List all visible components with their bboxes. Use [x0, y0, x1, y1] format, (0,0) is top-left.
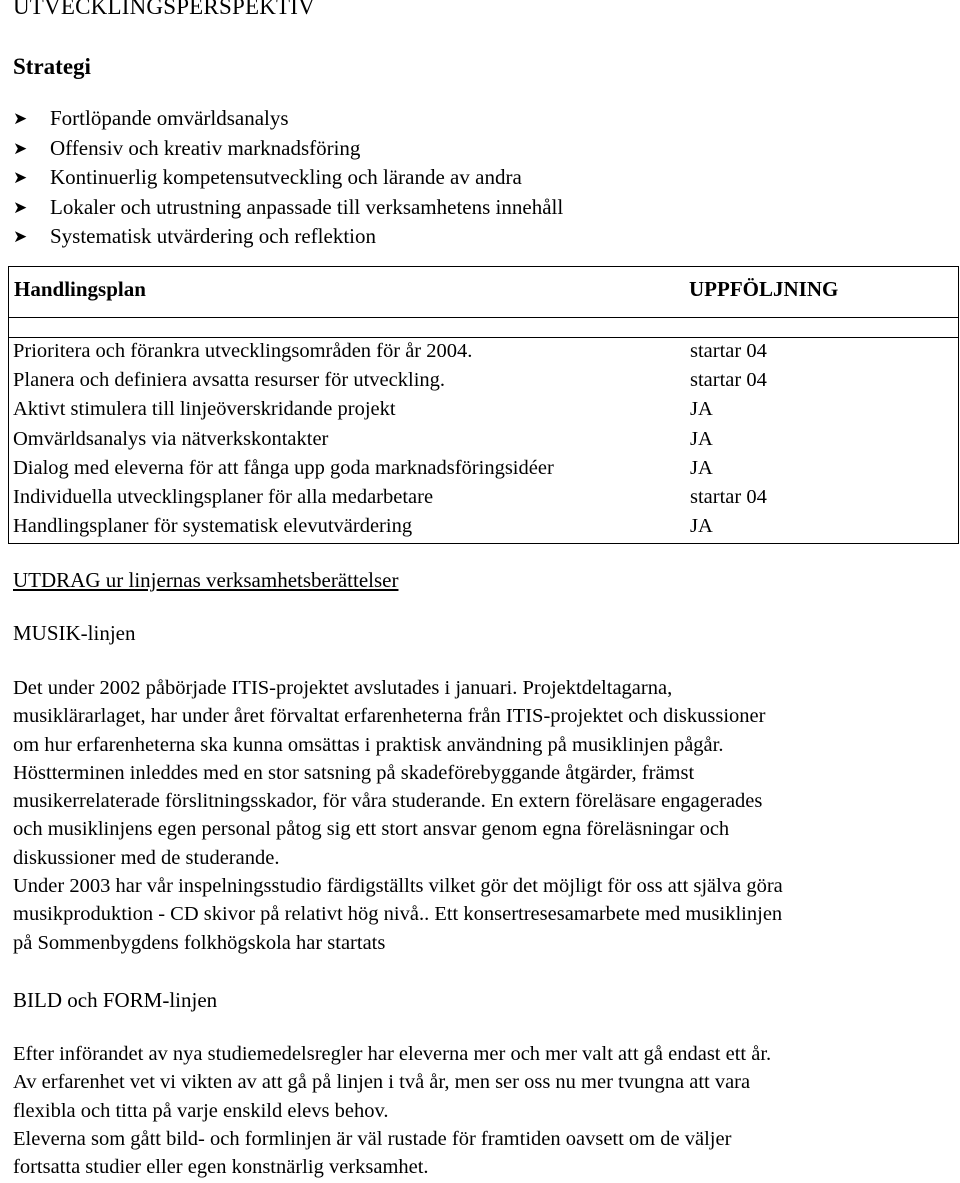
text-line: Eleverna som gått bild- och formlinjen är väl rustade för framtiden oavsett om de väljer — [13, 1127, 732, 1150]
plan-header: Handlingsplan — [14, 277, 146, 301]
strategy-list — [13, 104, 563, 252]
task-cell: Dialog med eleverna för att fånga upp goda marknadsföringsidéer — [13, 456, 554, 479]
page-title: UTVECKLINGSPERSPEKTIV — [13, 0, 315, 19]
text-line: Det under 2002 påbörjade ITIS-projektet avslutades i januari. Projektdeltagarna, — [13, 677, 673, 699]
strategy-item — [13, 134, 563, 164]
text-line: musiklärarlaget, har under året förvaltat erfarenheterna från ITIS-projektet och diskussioner — [13, 705, 766, 728]
text-line: Under 2003 har vår inspelningsstudio färdigställts vilket gör det möjligt för oss att själva göra — [13, 875, 783, 898]
text-line: Av erfarenhet vet vi vikten av att gå på linjen i två år, men ser oss nu mer tvungna att vara — [13, 1071, 751, 1094]
art-section-heading: BILD och FORM-linjen — [13, 988, 218, 1012]
table-row — [9, 456, 958, 485]
action-plan-table — [8, 266, 959, 544]
strategy-item — [13, 222, 563, 252]
text-line: musikproduktion - CD skivor på relativt hög nivå.. Ett konsertresesamarbete med musiklinjen — [13, 903, 783, 926]
task-cell: Omvärldsanalys via nätverkskontakter — [13, 427, 329, 450]
followup-header: UPPFÖLJNING — [689, 277, 839, 301]
table-row — [9, 485, 958, 514]
table-row — [9, 368, 958, 397]
music-section-heading: MUSIK-linjen — [13, 621, 136, 645]
strategy-item-text: Fortlöpande omvärldsanalys — [50, 106, 289, 131]
task-cell: Handlingsplaner för systematisk elevutvärdering — [13, 515, 413, 538]
strategy-item — [13, 163, 563, 193]
arrowhead-bullet-icon: ➤ — [13, 197, 28, 217]
status-cell: startar 04 — [690, 340, 767, 362]
status-cell: JA — [690, 456, 713, 479]
table-row — [9, 339, 958, 368]
status-cell: JA — [690, 515, 713, 538]
text-line: musikerrelaterade förslitningsskador, för våra studerande. En extern föreläsare engagerades — [13, 790, 763, 813]
arrowhead-bullet-icon: ➤ — [13, 138, 28, 158]
text-line: Höstterminen inleddes med en stor satsning på skadeförebyggande åtgärder, främst — [13, 761, 695, 784]
table-row — [9, 427, 958, 456]
strategy-item-text: Lokaler och utrustning anpassade till verksamhetens innehåll — [50, 194, 564, 219]
music-paragraph — [13, 674, 955, 957]
art-paragraph — [13, 1040, 955, 1181]
status-cell: startar 04 — [690, 485, 767, 508]
table-row — [9, 397, 958, 426]
table-header-row — [9, 267, 958, 318]
table-row — [9, 514, 958, 541]
strategy-item-text: Kontinuerlig kompetensutveckling och lärande av andra — [50, 165, 522, 190]
strategy-item-text: Offensiv och kreativ marknadsföring — [50, 135, 361, 160]
excerpt-heading: UTDRAG ur linjernas verksamhetsberättelser — [13, 568, 399, 592]
status-cell: startar 04 — [690, 369, 767, 392]
text-line: och musiklinjens egen personal påtog sig ett stort ansvar genom egna föreläsningar och — [13, 818, 730, 841]
arrowhead-bullet-icon: ➤ — [13, 109, 28, 129]
strategy-heading: Strategi — [13, 54, 91, 79]
text-line: diskussioner med de studerande. — [13, 846, 280, 869]
strategy-item-text: Systematisk utvärdering och reflektion — [50, 224, 377, 249]
text-line: fortsatta studier eller egen konstnärlig verksamhet. — [13, 1156, 429, 1179]
table-body — [9, 339, 958, 541]
strategy-item — [13, 193, 563, 223]
status-cell: JA — [690, 398, 713, 421]
task-cell: Prioritera och förankra utvecklingsområden för år 2004. — [13, 340, 473, 362]
arrowhead-bullet-icon: ➤ — [13, 227, 28, 247]
text-line: på Sommenbygdens folkhögskola har startats — [13, 931, 386, 954]
status-cell: JA — [690, 427, 713, 450]
text-line: flexibla och titta på varje enskild elevs behov. — [13, 1099, 389, 1122]
text-line: om hur erfarenheterna ska kunna omsättas i praktisk användning på musiklinjen pågår. — [13, 733, 724, 756]
task-cell: Aktivt stimulera till linjeöverskridande projekt — [13, 398, 396, 421]
strategy-item — [13, 104, 563, 134]
arrowhead-bullet-icon: ➤ — [13, 168, 28, 188]
task-cell: Planera och definiera avsatta resurser för utveckling. — [13, 369, 446, 392]
text-line: Efter införandet av nya studiemedelsregler har eleverna mer och mer valt att gå endast ett år. — [13, 1043, 772, 1065]
task-cell: Individuella utvecklingsplaner för alla medarbetare — [13, 485, 434, 508]
table-spacer-row — [9, 317, 958, 338]
